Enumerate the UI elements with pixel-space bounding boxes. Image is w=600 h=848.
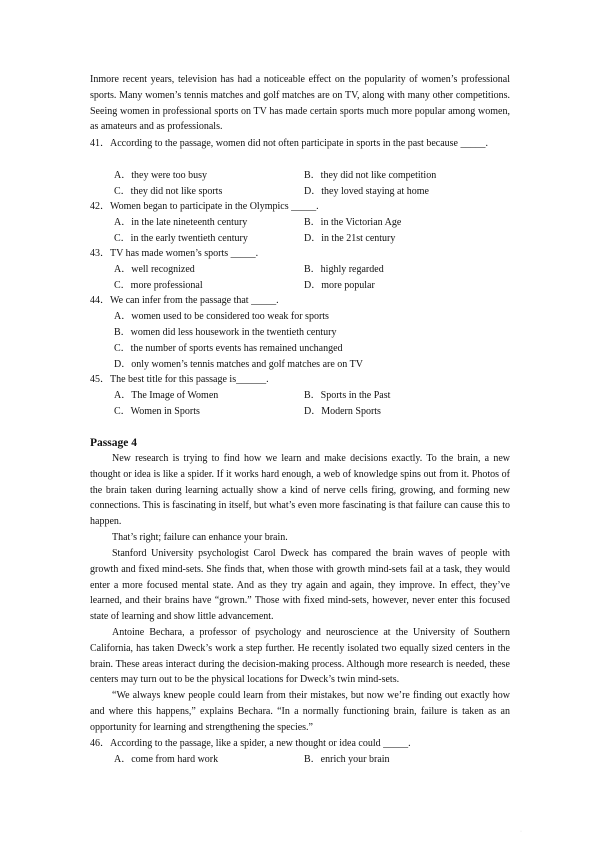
question-42-option-b[interactable]: B．in the Victorian Age xyxy=(304,217,402,228)
passage4-paragraph-4: Antoine Bechara, a professor of psychology and neuroscience at the University of Southern California, has taken Dweck’s work a step further. He recently isolated two equally sized centers in the brain. These areas interact during the decision-making process. Although more research is needed, these centers may turn out to be the physical locations for Dweck’s twin mind-sets. xyxy=(90,627,510,686)
passage4-paragraph-1: New research is trying to find how we learn and make decisions exactly. To the brain, a new thought or idea is like a spider. If it works hard enough, a web of knowledge spins out from it. Photos of the brain taken during learning actually show a kind of nerve cells firing, growing, and forming new connections. This is fascinating in itself, but what’s even more fascinating is that failure can cause this to happen. xyxy=(90,453,510,528)
question-43-option-c[interactable]: C．more professional xyxy=(114,280,203,291)
passage4-heading: Passage 4 xyxy=(90,437,137,449)
question-46-stem: 46．According to the passage, like a spider, a new thought or idea could _____. xyxy=(90,738,411,749)
question-41-stem: 41．According to the passage, women did not often participate in sports in the past because _____. xyxy=(90,138,488,149)
question-44-option-b[interactable]: B．women did less housework in the twentieth century xyxy=(114,327,337,338)
question-43-stem: 43．TV has made women’s sports _____. xyxy=(90,248,259,259)
question-44-option-c[interactable]: C．the number of sports events has remained unchanged xyxy=(114,343,343,354)
question-44-option-a[interactable]: A．women used to be considered too weak for sports xyxy=(114,311,329,322)
passage4-paragraph-3: Stanford University psychologist Carol Dweck has compared the brain waves of people with growth and fixed mind-sets. She finds that, when those with growth mind-sets fail at a task, they would enter a more focused mental state. And as they try again and again, they improve. In effect, they’ve learned, and their brains have “grown.” Those with fixed mind-sets, however, never enter this focused state of learning and show little advancement. xyxy=(90,548,510,623)
question-41-option-b[interactable]: B．they did not like competition xyxy=(304,170,437,181)
question-46-option-a[interactable]: A．come from hard work xyxy=(114,754,219,765)
question-41-option-d[interactable]: D．they loved staying at home xyxy=(304,186,429,197)
question-43-option-d[interactable]: D．more popular xyxy=(304,280,375,291)
page-mark-icon: · xyxy=(520,829,522,835)
question-45-stem: 45．The best title for this passage is______. xyxy=(90,374,269,385)
question-42-option-c[interactable]: C．in the early twentieth century xyxy=(114,233,248,244)
passage3-closing-paragraph: Inmore recent years, television has had a noticeable effect on the popularity of women’s professional sports. Many women’s tennis matches and golf matches are on TV, along with many other competitions. Seeing women in professional sports on TV has made certain sports much more popular among women, as amateurs and as professionals. xyxy=(90,74,510,133)
passage4-paragraph-5: “We always knew people could learn from their mistakes, but now we’re finding out exactly how and where this happens,” explains Bechara. “In a normally functioning brain, failure is taken as an opportunity for learning and strengthening the species.” xyxy=(90,690,510,733)
passage4-paragraph-2: That’s right; failure can enhance your brain. xyxy=(112,532,288,543)
question-41-option-c[interactable]: C．they did not like sports xyxy=(114,186,223,197)
question-42-option-a[interactable]: A．in the late nineteenth century xyxy=(114,217,248,228)
question-46-option-b[interactable]: B．enrich your brain xyxy=(304,754,390,765)
question-45-option-b[interactable]: B．Sports in the Past xyxy=(304,390,391,401)
question-45-option-d[interactable]: D．Modern Sports xyxy=(304,406,381,417)
question-45-option-a[interactable]: A．The Image of Women xyxy=(114,390,219,401)
question-43-option-a[interactable]: A．well recognized xyxy=(114,264,195,275)
question-41-option-a[interactable]: A．they were too busy xyxy=(114,170,208,181)
question-45-option-c[interactable]: C．Women in Sports xyxy=(114,406,200,417)
question-42-stem: 42．Women began to participate in the Olympics _____. xyxy=(90,201,319,212)
question-44-option-d[interactable]: D．only women’s tennis matches and golf matches are on TV xyxy=(114,359,363,370)
question-42-option-d[interactable]: D．in the 21st century xyxy=(304,233,396,244)
question-43-option-b[interactable]: B．highly regarded xyxy=(304,264,384,275)
question-44-stem: 44．We can infer from the passage that _____. xyxy=(90,295,279,306)
